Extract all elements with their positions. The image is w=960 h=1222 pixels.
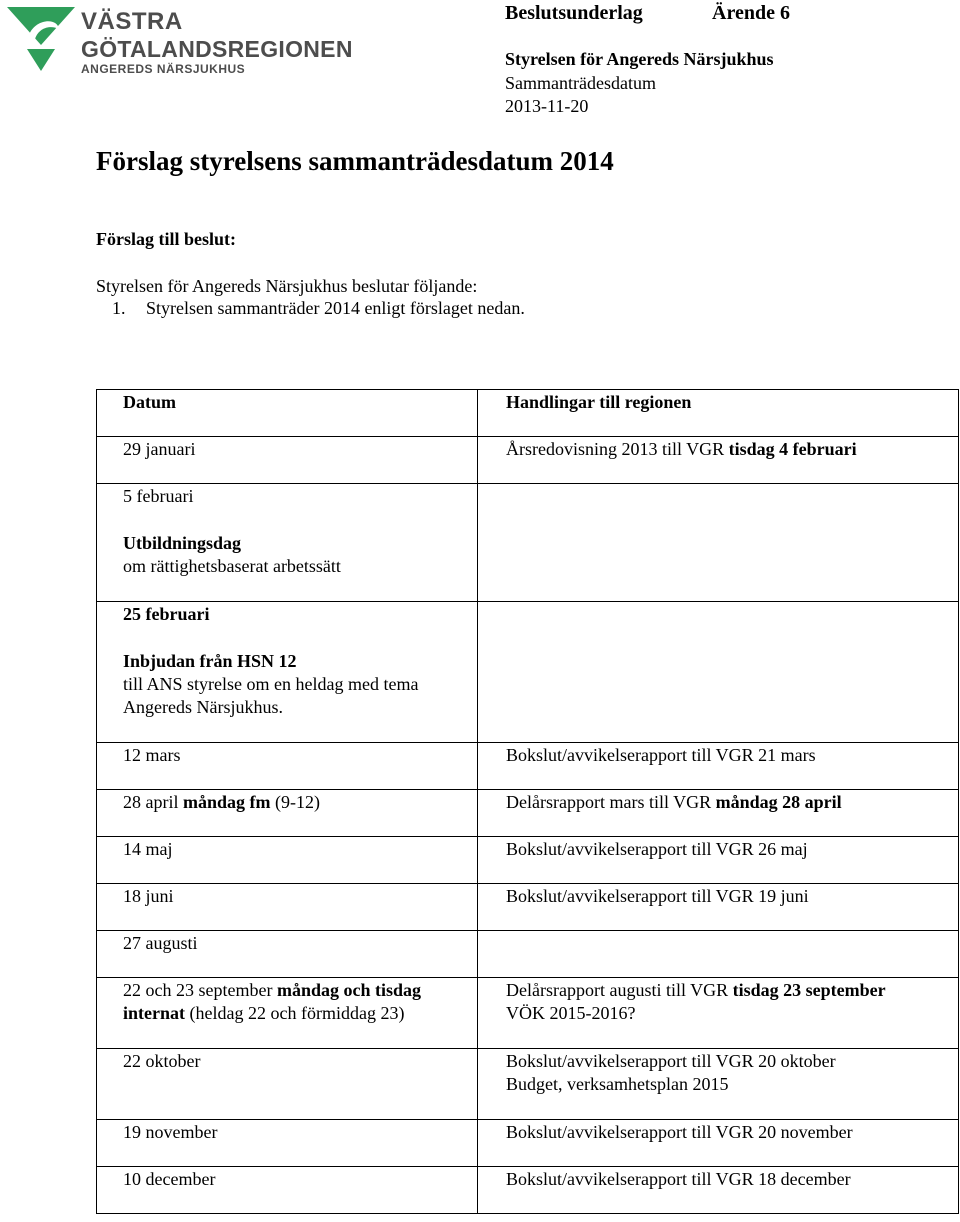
table-row xyxy=(97,978,959,1049)
row-documents xyxy=(478,602,959,743)
table-row xyxy=(97,1167,959,1214)
table-row xyxy=(97,1120,959,1167)
decision-number: 1. xyxy=(112,298,126,318)
row-date: 25 februari Inbjudan från HSN 12 till ANS styrelse om en heldag med tema Angereds Närsjukhus. xyxy=(97,602,478,743)
row-documents: Bokslut/avvikelserapport till VGR 26 maj xyxy=(478,837,959,884)
table-row xyxy=(97,931,959,978)
table-row xyxy=(97,743,959,790)
decision-item xyxy=(112,297,525,320)
row-documents: Delårsrapport augusti till VGR tisdag 23 september VÖK 2015-2016? xyxy=(478,978,959,1049)
row-date: 29 januari xyxy=(97,437,478,484)
logo-line-3: ANGEREDS NÄRSJUKHUS xyxy=(81,62,246,76)
document-type: Beslutsunderlag xyxy=(505,2,643,24)
row-documents: Årsredovisning 2013 till VGR tisdag 4 februari xyxy=(478,437,959,484)
logo-line-1: VÄSTRA xyxy=(81,8,183,35)
page-title: Förslag styrelsens sammanträdesdatum 2014 xyxy=(96,146,614,176)
organization-name: Styrelsen för Angereds Närsjukhus xyxy=(505,49,774,69)
row-documents: Bokslut/avvikelserapport till VGR 18 december xyxy=(478,1167,959,1214)
schedule-table xyxy=(96,389,959,1214)
table-row xyxy=(97,790,959,837)
row-date: 5 februari Utbildningsdag om rättighetsbaserat arbetssätt xyxy=(97,484,478,602)
table-header-row xyxy=(97,390,959,437)
row-date: 28 april måndag fm (9-12) xyxy=(97,790,478,837)
table-row xyxy=(97,602,959,743)
logo-wordmark xyxy=(81,10,353,75)
row-documents xyxy=(478,931,959,978)
table-row xyxy=(97,1049,959,1120)
intro-text: Styrelsen för Angereds Närsjukhus beslutar följande: xyxy=(96,276,478,296)
row-documents: Bokslut/avvikelserapport till VGR 20 oktober Budget, verksamhetsplan 2015 xyxy=(478,1049,959,1120)
row-documents: Bokslut/avvikelserapport till VGR 21 mars xyxy=(478,743,959,790)
row-date: 18 juni xyxy=(97,884,478,931)
column-header-documents: Handlingar till regionen xyxy=(478,390,959,437)
meeting-date-label: Sammanträdesdatum xyxy=(505,73,656,93)
logo-line-2: GÖTALANDSREGIONEN xyxy=(81,36,353,62)
row-date: 10 december xyxy=(97,1167,478,1214)
row-date: 19 november xyxy=(97,1120,478,1167)
row-date: 12 mars xyxy=(97,743,478,790)
proposal-heading: Förslag till beslut: xyxy=(96,229,236,249)
table-row xyxy=(97,437,959,484)
decision-text: Styrelsen sammanträder 2014 enligt förslaget nedan. xyxy=(146,298,525,318)
table-row xyxy=(97,484,959,602)
table-row xyxy=(97,884,959,931)
meeting-date: 2013-11-20 xyxy=(505,96,589,116)
row-documents: Bokslut/avvikelserapport till VGR 19 juni xyxy=(478,884,959,931)
row-date: 14 maj xyxy=(97,837,478,884)
row-documents: Delårsrapport mars till VGR måndag 28 april xyxy=(478,790,959,837)
row-date: 22 och 23 september måndag och tisdag internat (heldag 22 och förmiddag 23) xyxy=(97,978,478,1049)
row-date: 27 augusti xyxy=(97,931,478,978)
row-documents: Bokslut/avvikelserapport till VGR 20 november xyxy=(478,1120,959,1167)
case-number: Ärende 6 xyxy=(712,2,790,24)
row-documents xyxy=(478,484,959,602)
table-row xyxy=(97,837,959,884)
organization-logo xyxy=(5,5,353,76)
column-header-date: Datum xyxy=(97,390,478,437)
row-date: 22 oktober xyxy=(97,1049,478,1120)
vgr-logo-mark-icon xyxy=(5,5,77,73)
